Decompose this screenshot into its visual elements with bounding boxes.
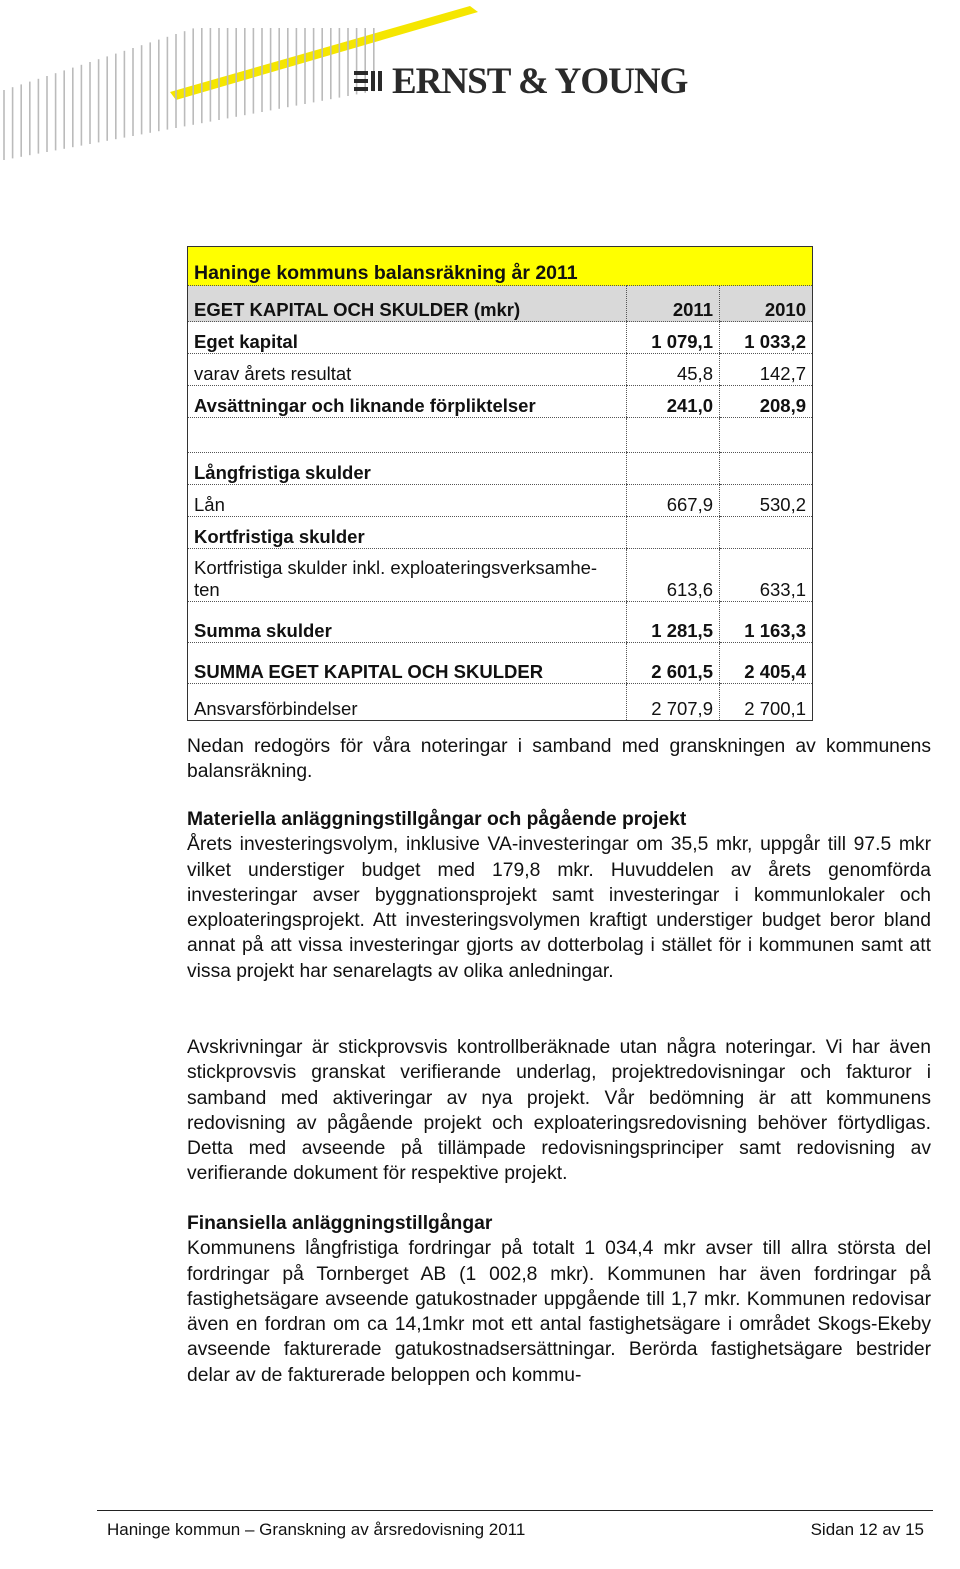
value-2011: 241,0: [627, 386, 720, 418]
value-2011: [627, 517, 720, 549]
row-label: Långfristiga skulder: [188, 453, 627, 485]
table-row: [188, 517, 813, 549]
value-2010: 2 405,4: [720, 643, 813, 684]
table-row: [188, 602, 813, 643]
header-col-2010: 2010: [720, 286, 813, 322]
table-title-row: [188, 247, 813, 286]
row-label: Avsättningar och liknande förpliktelser: [188, 386, 627, 418]
section-text: Avskrivningar är stickprovsvis kontrollberäknade utan några noteringar. Vi har även stickprovsvis granskat verifierande underlag, projektredovisningar och fakturor i samband med aktiveringar av nya projekt. Vår bedömning är att kommunens redovisning av pågående projekt och exploateringsredovisning behöver förtydligas. Detta med avseende på tillämpade redovisningsprinciper samt redovisning av verifierande dokument för respektive projekt.: [187, 1037, 931, 1185]
table-row: [188, 684, 813, 721]
row-label: varav årets resultat: [188, 354, 627, 386]
row-label: Eget kapital: [188, 322, 627, 354]
row-label: [188, 549, 627, 602]
header-label: EGET KAPITAL OCH SKULDER (mkr): [188, 286, 627, 322]
footer-divider: [97, 1510, 933, 1511]
page-number: Sidan 12 av 15: [810, 1520, 924, 1539]
section-depreciation: [187, 1035, 931, 1187]
logo-area: [0, 0, 960, 170]
value-2010: 208,9: [720, 386, 813, 418]
value-2010: 1 033,2: [720, 322, 813, 354]
table-row: [188, 386, 813, 418]
row-label-line1: Kortfristiga skulder inkl. exploateringsverksamhe-: [194, 557, 598, 578]
table-title: Haninge kommuns balansräkning år 2011: [188, 247, 813, 286]
value-2010: 530,2: [720, 485, 813, 517]
value-2011: 2 707,9: [627, 684, 720, 721]
ey-logo-icon: [352, 67, 392, 97]
table-row: [188, 549, 813, 602]
value-2011: 613,6: [627, 549, 720, 602]
section-material-assets: [187, 807, 931, 984]
value-2011: 2 601,5: [627, 643, 720, 684]
value-2011: [627, 453, 720, 485]
balance-sheet-table: [187, 246, 813, 721]
table-row: [188, 643, 813, 684]
section-financial-assets: [187, 1211, 931, 1388]
table-header-row: [188, 286, 813, 322]
row-label-line2: ten: [194, 579, 220, 600]
row-label: SUMMA EGET KAPITAL OCH SKULDER: [188, 643, 627, 684]
section-text: Kommunens långfristiga fordringar på totalt 1 034,4 mkr avser till allra största del fordringar på Tornberget AB (1 002,8 mkr). Kommunen har även fordringar på fastighetsägare avseende gatukostnader uppgående till 1,7 mkr. Kommunen redovisar även en fordran om ca 14,1mkr mot ett antal fastighetsägare i området Skogs-Ekeby avseende fakturerade gatukostnadsersättningar. Berörda fastighetsägare bestrider delar av de fakturerade beloppen och kommu-: [187, 1238, 931, 1386]
row-label: Lån: [188, 485, 627, 517]
section-heading: Finansiella anläggningstillgångar: [187, 1213, 493, 1234]
logo-text: ERNST & YOUNG: [392, 61, 688, 102]
row-label: Ansvarsförbindelser: [194, 698, 358, 719]
table-row: [188, 485, 813, 517]
value-2010: [720, 453, 813, 485]
intro-text: Nedan redogörs för våra noteringar i samband med granskningen av kommunens balansräkning.: [187, 736, 931, 783]
table-spacer-row: [188, 418, 813, 453]
intro-paragraph: [187, 734, 931, 785]
section-heading: Materiella anläggningstillgångar och pågående projekt: [187, 809, 687, 830]
section-text: Årets investeringsvolym, inklusive VA-investeringar om 35,5 mkr, uppgår till 97.5 mkr vilket understiger budget med 179,8 mkr. Huvuddelen av årets genomförda investeringar avser byggnationsprojekt samt investeringar i kommunlokaler och exploateringsprojekt. Att investeringsvolymen kraftigt understiger budget beror bland annat på att vissa investeringar gjorts av dotterbolag i stället för i kommunen samt att vissa projekt har senarelagts av olika anledningar.: [187, 834, 931, 982]
header-col-2011: 2011: [627, 286, 720, 322]
table-row: [188, 453, 813, 485]
value-2011: 1 281,5: [627, 602, 720, 643]
table-row: [188, 354, 813, 386]
row-label: Kortfristiga skulder: [188, 517, 627, 549]
table-row: [188, 322, 813, 354]
value-2010: 142,7: [720, 354, 813, 386]
value-2010: 1 163,3: [720, 602, 813, 643]
value-2011: 1 079,1: [627, 322, 720, 354]
value-2011: 45,8: [627, 354, 720, 386]
footer-title: Haninge kommun – Granskning av årsredovisning 2011: [107, 1520, 526, 1539]
row-label: Summa skulder: [188, 602, 627, 643]
value-2011: 667,9: [627, 485, 720, 517]
value-2010: [720, 517, 813, 549]
value-2010: 633,1: [720, 549, 813, 602]
value-2010: 2 700,1: [720, 684, 813, 721]
